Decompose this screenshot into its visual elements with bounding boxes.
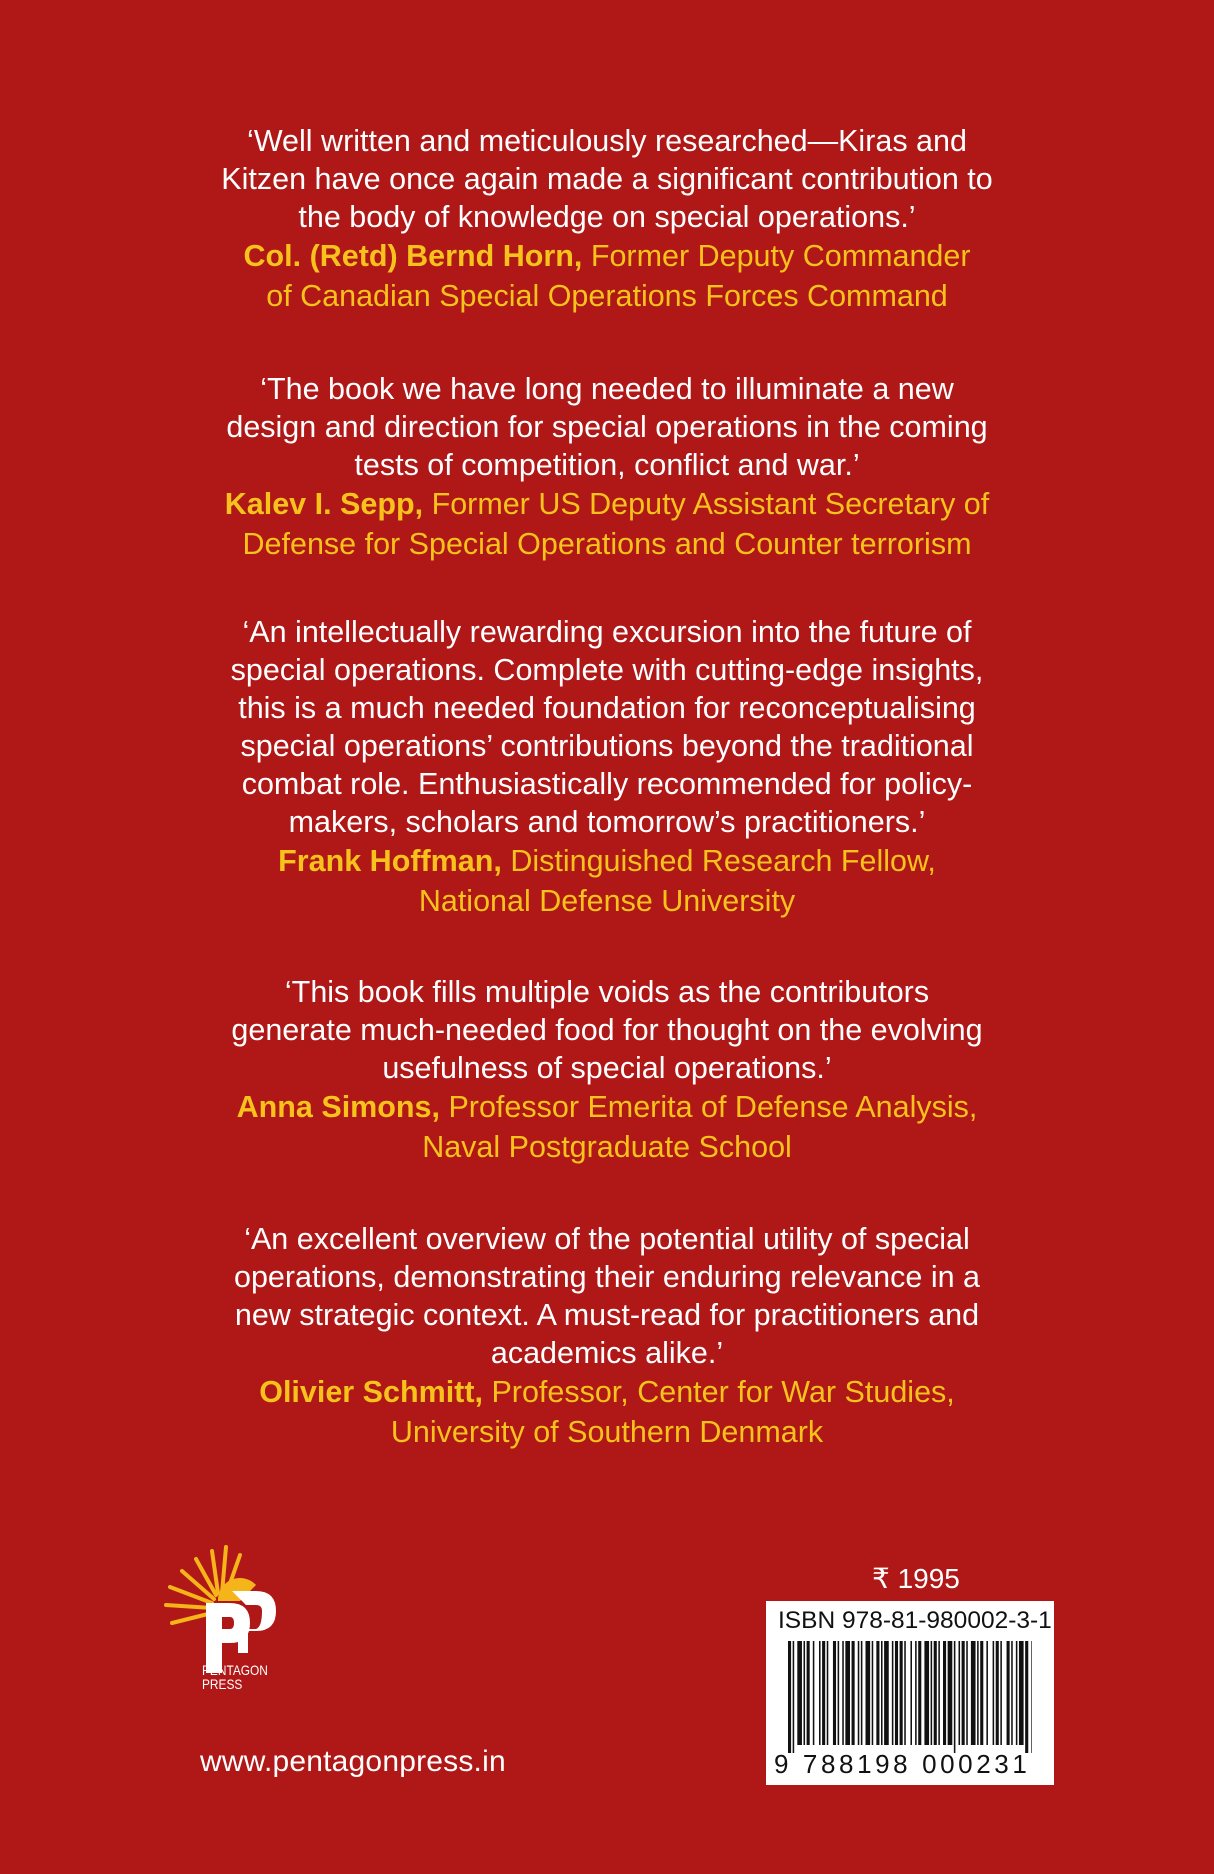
quote-line: design and direction for special operations in the coming bbox=[226, 410, 988, 444]
blurb-4 bbox=[0, 973, 1214, 1167]
quote-line: new strategic context. A must-read for practitioners and bbox=[234, 1298, 980, 1332]
barcode-bar bbox=[895, 1641, 898, 1745]
blurb-5 bbox=[0, 1220, 1214, 1452]
barcode-bar bbox=[966, 1641, 968, 1745]
barcode-bar bbox=[943, 1641, 946, 1745]
publisher-logo bbox=[160, 1545, 290, 1695]
quote-line: special operations’ contributions beyond the traditional bbox=[240, 729, 974, 763]
barcode-bar bbox=[845, 1641, 850, 1745]
barcode-bar bbox=[1011, 1641, 1013, 1745]
author-name: Anna Simons, bbox=[236, 1090, 440, 1124]
barcode-bar bbox=[980, 1641, 983, 1745]
blurb-attribution bbox=[0, 841, 1214, 921]
barcode-bar bbox=[872, 1641, 874, 1745]
author-role-line: Defense for Special Operations and Counter terrorism bbox=[242, 527, 972, 561]
blurb-3 bbox=[0, 613, 1214, 921]
barcode-bar bbox=[959, 1641, 961, 1745]
barcode-bar bbox=[1019, 1641, 1024, 1745]
blurb-attribution bbox=[0, 1087, 1214, 1167]
barcode-bar bbox=[833, 1641, 836, 1745]
price-label: ₹ 1995 bbox=[872, 1563, 960, 1594]
barcode-bar bbox=[993, 1641, 995, 1745]
quote-line: ‘The book we have long needed to illuminate a new bbox=[260, 372, 954, 406]
barcode-bar bbox=[948, 1641, 953, 1745]
quote-line: this is a much needed foundation for reconceptualising bbox=[238, 691, 976, 725]
barcode-bar bbox=[807, 1641, 810, 1745]
barcode-bar bbox=[842, 1641, 844, 1745]
author-name: Frank Hoffman, bbox=[278, 844, 502, 878]
author-role-line: University of Southern Denmark bbox=[390, 1415, 824, 1449]
quote-line: usefulness of special operations.’ bbox=[382, 1051, 832, 1085]
author-name: Col. (Retd) Bernd Horn, bbox=[243, 239, 583, 273]
quote-line: generate much-needed food for thought on the evolving bbox=[231, 1013, 983, 1047]
barcode-bar bbox=[858, 1641, 860, 1745]
barcode-bar bbox=[804, 1641, 806, 1745]
quote-line: the body of knowledge on special operations.’ bbox=[298, 200, 916, 234]
barcode-bar bbox=[1025, 1641, 1028, 1753]
barcode-bar bbox=[819, 1641, 821, 1745]
author-role: Professor, Center for War Studies, bbox=[491, 1375, 955, 1409]
author-role: Former Deputy Commander bbox=[590, 239, 971, 273]
blurb-attribution bbox=[0, 484, 1214, 564]
barcode-bar bbox=[962, 1641, 965, 1745]
blurb-2 bbox=[0, 370, 1214, 564]
author-role-line: National Defense University bbox=[418, 884, 796, 918]
author-role: Professor Emerita of Defense Analysis, bbox=[448, 1090, 978, 1124]
barcode-bar bbox=[977, 1641, 979, 1745]
author-role-line: of Canadian Special Operations Forces Command bbox=[266, 279, 948, 313]
quote-line: ‘Well written and meticulously researched—Kiras and bbox=[247, 124, 967, 158]
author-role-line: Naval Postgraduate School bbox=[422, 1130, 792, 1164]
blurb-quote bbox=[0, 973, 1214, 1087]
barcode-bar bbox=[876, 1641, 879, 1745]
barcode-bar bbox=[892, 1641, 894, 1745]
barcode-bar bbox=[1007, 1641, 1010, 1745]
quote-line: makers, scholars and tomorrow’s practitioners.’ bbox=[288, 805, 926, 839]
quote-line: ‘An excellent overview of the potential utility of special bbox=[244, 1222, 970, 1256]
barcode-bar bbox=[938, 1641, 940, 1745]
barcode-bar bbox=[924, 1641, 929, 1745]
blurb-attribution bbox=[0, 1372, 1214, 1452]
quote-line: operations, demonstrating their enduring relevance in a bbox=[233, 1260, 980, 1294]
blurb-quote bbox=[0, 370, 1214, 484]
barcode-bar bbox=[1031, 1641, 1032, 1753]
barcode-bar bbox=[793, 1641, 795, 1753]
author-name: Kalev I. Sepp, bbox=[224, 487, 424, 521]
barcode-bar bbox=[971, 1641, 976, 1745]
barcode-bar bbox=[910, 1641, 912, 1745]
barcode-digits: 9 788198 000231 bbox=[774, 1749, 1031, 1779]
logo-text-line: PENTAGON bbox=[202, 1662, 268, 1678]
barcode-bar bbox=[954, 1641, 956, 1753]
blurb-quote bbox=[0, 1220, 1214, 1372]
blurb-quote bbox=[0, 613, 1214, 841]
barcode-bar bbox=[1000, 1641, 1002, 1745]
quote-line: Kitzen have once again made a significant contribution to bbox=[221, 162, 993, 196]
barcode-bar bbox=[915, 1641, 917, 1745]
barcode-icon bbox=[788, 1641, 1032, 1753]
barcode-bar bbox=[861, 1641, 863, 1745]
author-role: Distinguished Research Fellow, bbox=[510, 844, 936, 878]
barcode-bar bbox=[996, 1641, 999, 1745]
logo-text bbox=[202, 1663, 268, 1691]
barcode-panel bbox=[766, 1601, 1054, 1785]
barcode-bar bbox=[827, 1641, 829, 1745]
barcode-bar bbox=[918, 1641, 921, 1745]
author-role: Former US Deputy Assistant Secretary of bbox=[431, 487, 990, 521]
quote-line: combat role. Enthusiastically recommended for policy- bbox=[241, 767, 973, 801]
barcode-bar bbox=[1016, 1641, 1018, 1745]
barcode-bar bbox=[884, 1641, 889, 1745]
publisher-url[interactable]: www.pentagonpress.in bbox=[200, 1745, 506, 1778]
barcode-bar bbox=[797, 1641, 802, 1745]
barcode-bar bbox=[866, 1641, 871, 1745]
barcode-bar bbox=[900, 1641, 903, 1745]
barcode-bar bbox=[813, 1641, 815, 1745]
barcode-bar bbox=[852, 1641, 855, 1745]
logo-text-line: PRESS bbox=[202, 1676, 243, 1692]
quote-line: academics alike.’ bbox=[490, 1336, 724, 1370]
blurb-quote bbox=[0, 122, 1214, 236]
barcode-bar bbox=[931, 1641, 933, 1745]
barcode-bar bbox=[934, 1641, 937, 1745]
isbn-text: ISBN 978-81-980002-3-1 bbox=[778, 1607, 1052, 1634]
quote-line: special operations. Complete with cutting-edge insights, bbox=[230, 653, 984, 687]
barcode-bar bbox=[838, 1641, 840, 1745]
quote-line: ‘An intellectually rewarding excursion into the future of bbox=[242, 615, 972, 649]
barcode-bar bbox=[986, 1641, 988, 1745]
barcode-bar bbox=[788, 1641, 791, 1753]
barcode-bar bbox=[822, 1641, 825, 1745]
quote-line: tests of competition, conflict and war.’ bbox=[354, 448, 860, 482]
barcode-bar bbox=[904, 1641, 906, 1745]
barcode-bar bbox=[881, 1641, 883, 1745]
quote-line: ‘This book fills multiple voids as the contributors bbox=[284, 975, 930, 1009]
author-name: Olivier Schmitt, bbox=[259, 1375, 483, 1409]
blurb-1 bbox=[0, 122, 1214, 316]
blurb-attribution bbox=[0, 236, 1214, 316]
